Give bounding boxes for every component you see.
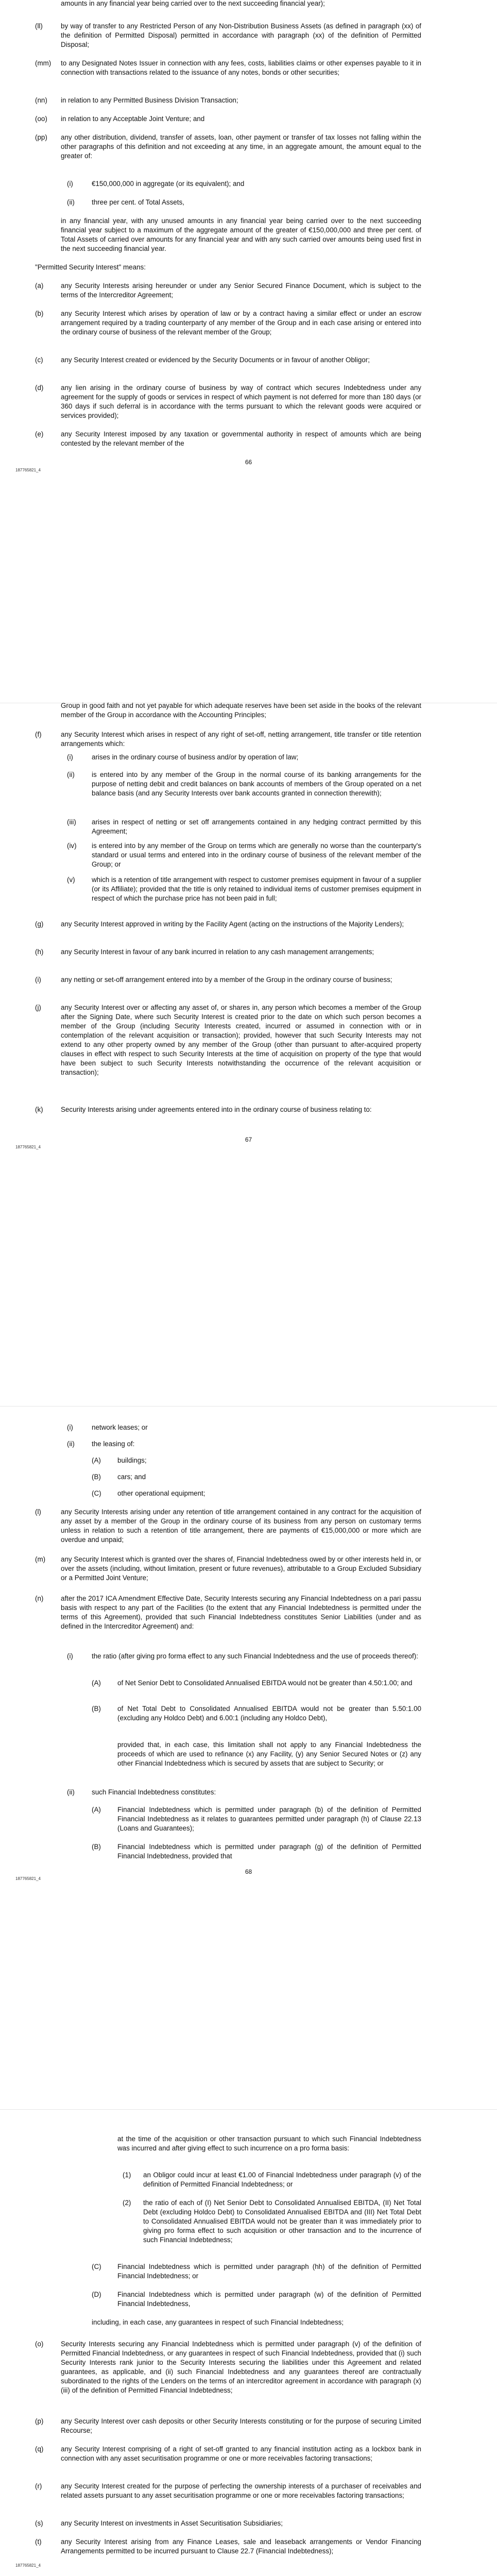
paragraph-text: provided that, in each case, this limitation shall not apply to any Financial Indebtedness the proceeds of which are used to refinance (x) any Facility, (y) any Senior Secured Notes or (z) any other Financial Indebtedness which is secured by assets that are subject to Security; or [117,1741,421,1767]
item-text: any netting or set-off arrangement entered into by a member of the Group in the ordinary course of business; [61,976,392,984]
item-label: (m) [35,1555,46,1563]
item-label: (ii) [67,1788,75,1796]
item-label: (A) [92,1679,101,1687]
item-label: (iv) [67,842,77,850]
document-reference: 187765821_4 [15,1145,41,1149]
item-text: any Security Interests arising hereunder or under any Senior Secured Finance Document, which is subject to the terms of the Intercreditor Agreement; [61,282,421,299]
item-label: (ii) [67,198,75,206]
item-text: any Security Interest created or evidenced by the Security Documents or in favour of another Obligor; [61,356,370,364]
item-label: (C) [92,1489,101,1497]
item-text: any Security Interest which arises by operation of law or by a contract having a similar effect or under an escrow arrangement required by a trading counterparty of any member of the Group and in each case arising or entered into the ordinary course of business of the relevant member of the Group; [61,310,421,336]
item-text: in relation to any Permitted Business Division Transaction; [61,96,238,104]
item-text: any Security Interest over cash deposits or other Security Interests constituting or for the purpose of securing Limited Recourse; [61,2417,421,2434]
item-label: (i) [35,976,41,984]
item-text: three per cent. of Total Assets, [92,198,184,206]
item-label: (b) [35,310,44,317]
item-label: (D) [92,2291,101,2298]
item-text: any Security Interests arising under any retention of title arrangement contained in any contract for the acquisition of any asset by a member of the Group in the ordinary course of its business from any person on customary terms unless in relation to such a retention of title arrangement, there are payments of €15,000,000 or more which are overdue and unpaid; [61,1508,421,1544]
definition-heading: "Permitted Security Interest" means: [35,263,146,271]
item-text: Financial Indebtedness which is permitted under paragraph (hh) of the definition of Permitted Financial Indebtedness; or [117,2263,421,2280]
item-label: (o) [35,2340,44,2348]
item-text: network leases; or [92,1423,148,1431]
item-label: (d) [35,384,44,392]
page-68 [0,1406,497,2110]
document-reference: 187765821_4 [15,468,41,472]
item-label: (h) [35,948,44,956]
page-number: 68 [245,1868,252,1875]
item-text: of Net Senior Debt to Consolidated Annualised EBITDA would not be greater than 4.50:1.00; and [117,1679,413,1687]
item-label: (i) [67,753,73,761]
item-text: buildings; [117,1456,147,1464]
item-text: arises in the ordinary course of business and/or by operation of law; [92,753,299,761]
paragraph-text: amounts in any financial year being carried over to the next succeeding financial year); [61,0,325,7]
item-label: (C) [92,2263,101,2270]
item-label: (e) [35,430,44,438]
item-label: (k) [35,1106,43,1113]
item-label: (j) [35,1004,41,1011]
item-text: any Security Interest created for the purpose of perfecting the ownership interests of a purchaser of receivables and related assets pursuant to any asset securitisation programme or one or more receivables factoring transactions; [61,2482,421,2499]
item-text: other operational equipment; [117,1489,205,1497]
item-text: Security Interests securing any Financial Indebtedness which is permitted under paragraph (v) of the definition of Permitted Financial Indebtedness, or any guarantees in respect of such Financial Indebtedness, provided that (i) such Security Interests rank junior to the Security Interests securing the liabilities under this Agreement and related guarantees, as applicable, and (ii) such Financial Indebtedness and any guarantees thereof are contractually subordinated to the rights of the Lenders on the terms of an intercreditor agreement in accordance with paragraph (x)(iii) of the definition of Permitted Financial Indebtedness; [61,2340,421,2394]
item-text: arises in respect of netting or set off arrangements contained in any hedging contract permitted by this Agreement; [92,818,421,835]
item-text: Financial Indebtedness which is permitted under paragraph (g) of the definition of Permitted Financial Indebtedness, provided that [117,1843,421,1860]
item-text: any Security Interest arising from any Finance Leases, sale and leaseback arrangements or Vendor Financing Arrangements permitted to be incurred pursuant to Clause 22.7 (Financial Indebtedness); [61,2538,421,2555]
item-label: (r) [35,2482,42,2490]
page-67 [0,703,497,1406]
item-label: (mm) [35,59,52,67]
item-label: (t) [35,2538,42,2546]
item-label: (iii) [67,818,76,826]
item-text: any Security Interest approved in writing by the Facility Agent (acting on the instructions of the Majority Lenders); [61,920,404,928]
item-text: cars; and [117,1473,146,1481]
item-label: (ii) [67,771,75,778]
item-label: (n) [35,1595,44,1602]
page-66 [0,0,497,703]
item-label: (pp) [35,133,47,141]
item-text: Security Interests arising under agreements entered into in the ordinary course of business relating to: [61,1106,372,1113]
paragraph-text: including, in each case, any guarantees in respect of such Financial Indebtedness; [92,2318,344,2326]
item-label: (2) [123,2199,131,2207]
item-text: any Security Interest imposed by any taxation or governmental authority in respect of amounts which are being contested by the relevant member of the [61,430,421,447]
item-text: in relation to any Acceptable Joint Venture; and [61,115,205,123]
item-text: is entered into by any member of the Group on terms which are generally no worse than the counterparty's standard or usual terms and entered into in the ordinary course of business of the relevant member of the Group; or [92,842,421,868]
item-label: (nn) [35,96,47,104]
item-label: (g) [35,920,44,928]
item-text: any Security Interest in favour of any bank incurred in relation to any cash management arrangements; [61,948,374,956]
item-label: (B) [92,1705,101,1713]
item-text: to any Designated Notes Issuer in connection with any fees, costs, liabilities claims or other expenses payable to it in connection with transactions related to the issuance of any notes, bonds or other securities; [61,59,421,76]
item-label: (1) [123,2171,131,2179]
item-text: any lien arising in the ordinary course of business by way of contract which secures Indebtedness under any agreement for the supply of goods or services in respect of which payment is not deferred for more than 180 days (or 360 days if such deferral is in accordance with the terms pursuant to which the relevant goods were acquired or services provided); [61,384,421,419]
item-text: any Security Interest over or affecting any asset of, or shares in, any person which becomes a member of the Group after the Signing Date, where such Security Interest is created prior to the date on which such person becomes a member of the Group (including Security Interests created, incurred or assumed in connection with or in contemplation of the relevant acquisition or transaction); provided, however that such Security Interests may not extend to any other property owned by any member of the Group (other than pursuant to after-acquired property clauses in effect with respect to such Security Interests at the time of acquisition on property of the type that would have been subject to such Security Interests notwithstanding the occurrence of the relevant acquisition or transaction); [61,1004,421,1076]
item-label: (v) [67,876,75,884]
item-text: €150,000,000 in aggregate (or its equivalent); and [92,180,245,188]
item-text: any other distribution, dividend, transfer of assets, loan, other payment or transfer of tax losses not falling within the other paragraphs of this definition and not exceeding at any time, in an aggregate amount, the amount equal to the greater of: [61,133,421,160]
item-text: which is a retention of title arrangement with respect to customer premises equipment in favour of a supplier (or its Affiliate); provided that the title is only retained to individual items of customer premises equipment in respect of which the purchase price has not been paid in full; [92,876,421,902]
item-label: (ii) [67,1440,75,1448]
item-label: (i) [67,1652,73,1660]
item-text: Financial Indebtedness which is permitted under paragraph (b) of the definition of Permitted Financial Indebtedness as it relates to guarantees permitted under paragraph (h) of Clause 22.13 (Loans and Guarantees); [117,1806,421,1832]
item-label: (c) [35,356,43,364]
item-text: Financial Indebtedness which is permitted under paragraph (w) of the definition of Permitted Financial Indebtedness, [117,2291,421,2308]
page-69 [0,2110,497,2576]
item-label: (B) [92,1843,101,1851]
paragraph-text: in any financial year, with any unused amounts in any financial year being carried over to the next succeeding financial year subject to a maximum of the aggregate amount of the greater of €150,000,000 and three per cent. of Total Assets of carried over amounts for any financial year and with any such carried over amounts being used first in the next succeeding financial year. [61,217,421,252]
item-label: (A) [92,1456,101,1464]
item-text: any Security Interest which arises in respect of any right of set-off, netting arrangement, title transfer or title retention arrangements which: [61,731,421,748]
item-text: by way of transfer to any Restricted Person of any Non-Distribution Business Assets (as defined in paragraph (xx) of the definition of Permitted Disposal) permitted in accordance with paragraph (xx) of the definition of Permitted Disposal; [61,22,421,48]
item-text: the ratio of each of (I) Net Senior Debt to Consolidated Annualised EBITDA, (II) Net Total Debt (excluding Holdco Debt) to Consolidated Annualised EBITDA and (III) Net Total Debt to Consolidated Annualised EBITDA would not be greater than it was immediately prior to giving pro forma effect to such acquisition or other transaction and to the incurrence of such Financial Indebtedness; [143,2199,421,2244]
item-text: any Security Interest which is granted over the shares of, Financial Indebtedness owed by or other interests held in, or over the assets (including, without limitation, present or future revenues), attributable to a Group Excluded Subsidiary or a Permitted Joint Venture; [61,1555,421,1582]
item-label: (i) [67,180,73,188]
item-label: (s) [35,2519,43,2527]
item-label: (a) [35,282,44,290]
item-text: the leasing of: [92,1440,135,1448]
item-label: (l) [35,1508,41,1516]
item-label: (p) [35,2417,44,2425]
document-reference: 187765821_4 [15,1876,41,1881]
item-label: (A) [92,1806,101,1814]
item-label: (ll) [35,22,43,30]
item-text: of Net Total Debt to Consolidated Annualised EBITDA would not be greater than 5.50:1.00 (excluding any Holdco Debt) and 6.00:1 (including any Holdco Debt), [117,1705,421,1722]
page-number: 66 [245,459,252,466]
item-text: the ratio (after giving pro forma effect to any such Financial Indebtedness and the use of proceeds thereof): [92,1652,418,1660]
item-text: is entered into by any member of the Group in the normal course of its banking arrangements for the purpose of netting debit and credit balances on bank accounts of members of the Group operated on a net balance basis (and any Security Interests over bank accounts granted in connection therewith); [92,771,421,797]
paragraph-text: Group in good faith and not yet payable for which adequate reserves have been set aside in the books of the relevant member of the Group in accordance with the Accounting Principles; [61,702,421,719]
item-label: (f) [35,731,42,738]
item-label: (B) [92,1473,101,1481]
item-text: after the 2017 ICA Amendment Effective Date, Security Interests securing any Financial Indebtedness on a pari passu basis with respect to any part of the Facilities (to the extent that any Financial Indebtedness is permitted under the terms of this Agreement), provided that such Financial Indebtedness constitutes Senior Liabilities (under and as defined in the Intercreditor Agreement) and: [61,1595,421,1630]
item-text: an Obligor could incur at least €1.00 of Financial Indebtedness under paragraph (v) of the definition of Permitted Financial Indebtedness; or [143,2171,421,2188]
item-label: (oo) [35,115,47,123]
page-number: 67 [245,1136,252,1143]
paragraph-text: at the time of the acquisition or other transaction pursuant to which such Financial Indebtedness was incurred and after giving effect to such incurrence on a pro forma basis: [117,2135,421,2152]
item-text: such Financial Indebtedness constitutes: [92,1788,216,1796]
item-text: any Security Interest comprising of a right of set-off granted to any financial institution acting as a lockbox bank in connection with any asset securitisation programme or one or more receivables factoring transactions; [61,2445,421,2462]
item-label: (q) [35,2445,44,2453]
item-text: any Security Interest on investments in Asset Securitisation Subsidiaries; [61,2519,283,2527]
document-reference: 187765821_4 [15,2563,41,2568]
item-label: (i) [67,1423,73,1431]
